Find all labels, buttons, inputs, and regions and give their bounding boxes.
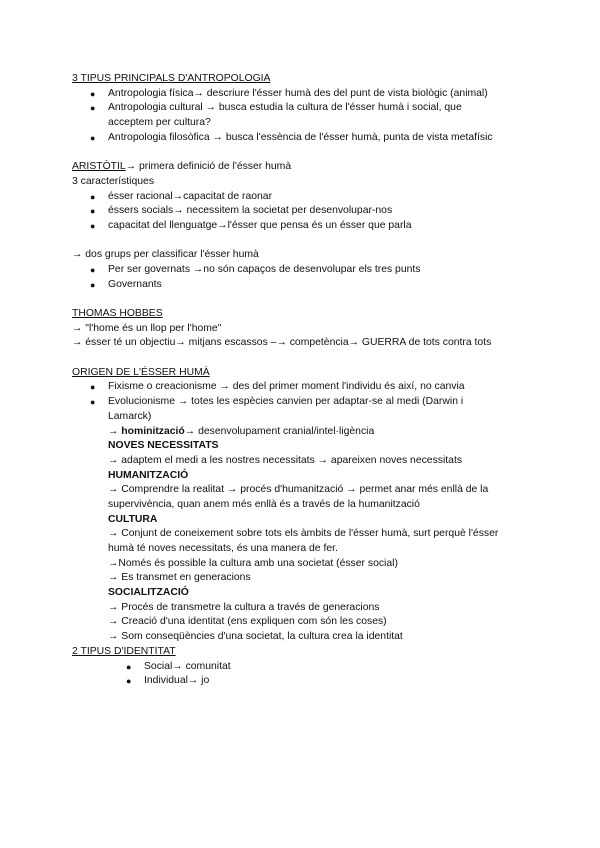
paragraph-line: supervivència, quan anem més enllà és a través de la humanització: [108, 498, 420, 510]
spacer: [72, 234, 532, 249]
bullet-icon: ●: [90, 220, 96, 231]
paragraph-line: → Procés de transmetre la cultura a través de generacions: [108, 601, 380, 613]
paragraph-line: → "l'home és un llop per l'home": [72, 322, 222, 334]
bullet-icon: ●: [90, 132, 96, 143]
list-item-text: ésser racional→capacitat de raonar: [108, 190, 273, 202]
heading-humanitzacio: HUMANITZACIÓ: [108, 469, 189, 481]
list-item-continuation: [72, 116, 532, 131]
list-item-text: Social→ comunitat: [144, 660, 231, 672]
list-item-text: Per ser governats →no són capaços de desenvolupar els tres punts: [108, 263, 421, 275]
heading-cultura: CULTURA: [108, 513, 158, 525]
spacer: [72, 351, 532, 366]
paragraph-line: →Només és possible la cultura amb una societat (ésser social): [108, 557, 398, 569]
heading-socialitzacio: SOCIALITZACIÓ: [108, 587, 189, 599]
bullet-icon: ●: [90, 88, 96, 99]
bullet-icon: ●: [90, 279, 96, 290]
list-item-text: Evolucionisme → totes les espècies canvien per adaptar-se al medi (Darwin i: [108, 396, 464, 408]
bullet-icon: ●: [90, 103, 96, 114]
bullet-icon: ●: [90, 206, 96, 217]
list-item: [72, 263, 532, 278]
list-item: [72, 101, 532, 116]
list-item: [72, 278, 532, 293]
section-title-rest: → primera definició de l'ésser humà: [125, 161, 292, 173]
paragraph-line: → dos grups per classificar l'ésser humà: [72, 249, 259, 261]
list-item: [72, 131, 532, 146]
arrow-text: →: [108, 425, 122, 437]
list-item-text: Antropologia física→ descriure l'ésser humà des del punt de vista biològic (animal): [108, 87, 488, 99]
paragraph-line: → adaptem el medi a les nostres necessitats → apareixen noves necessitats: [108, 454, 463, 466]
list-item: [72, 380, 532, 395]
list-item-text: Antropologia cultural → busca estudia la cultura de l'ésser humà i social, que: [108, 102, 462, 114]
document-content: [72, 72, 532, 689]
spacer: [72, 292, 532, 307]
list-item-text: Lamarck): [108, 410, 152, 422]
subtitle: 3 característiques: [72, 175, 155, 187]
paragraph-line: → ésser té un objectiu→ mitjans escassos –→ competència→ GUERRA de tots contra tots: [72, 337, 492, 349]
bullet-icon: ●: [126, 661, 132, 672]
list-item: [72, 190, 532, 205]
list-item: [72, 219, 532, 234]
list-item-text: acceptem per cultura?: [108, 117, 211, 129]
list-item-text: Governants: [108, 278, 162, 290]
hominitzacio-line: [72, 425, 532, 440]
section-title-aristotil: [72, 160, 532, 175]
list-item: [72, 87, 532, 102]
hominitzacio-term: hominització: [121, 425, 185, 437]
paragraph-line: humà té noves necessitats, és una manera de fer.: [108, 543, 338, 554]
paragraph-line: → Creació d'una identitat (ens expliquen com són les coses): [108, 616, 387, 628]
list-item: [72, 395, 532, 410]
list-item-text: Fixisme o creacionisme → des del primer moment l'individu és així, no canvia: [108, 381, 465, 393]
section-title-identitat: 2 TIPUS D'IDENTITAT: [72, 645, 176, 657]
section-title-antropologia: 3 TIPUS PRINCIPALS D'ANTROPOLOGIA: [72, 73, 271, 84]
heading-noves-necessitats: NOVES NECESSITATS: [108, 440, 219, 452]
spacer: [72, 145, 532, 160]
list-item-continuation: [72, 410, 532, 425]
list-item-text: capacitat del llenguatge→l'ésser que pensa és un ésser que parla: [108, 219, 412, 231]
section-title-hobbes: THOMAS HOBBES: [72, 308, 163, 319]
list-item: [72, 660, 532, 675]
bullet-icon: ●: [126, 676, 132, 687]
paragraph-line: → Comprendre la realitat → procés d'humanització → permet anar més enllà de la: [108, 484, 489, 496]
hominitzacio-rest: → desenvolupament cranial/intel·ligència: [184, 425, 375, 437]
section-title-text: ARISTÒTIL: [72, 161, 126, 173]
bullet-icon: ●: [90, 382, 96, 393]
bullet-icon: ●: [90, 264, 96, 275]
bullet-icon: ●: [90, 191, 96, 202]
list-item: [72, 674, 532, 689]
list-item: [72, 204, 532, 219]
paragraph-line: → Es transmet en generacions: [108, 572, 251, 584]
paragraph-line: → Conjunt de coneixement sobre tots els àmbits de l'ésser humà, surt perquè l'ésser: [108, 528, 499, 540]
list-item-text: éssers socials→ necessitem la societat per desenvolupar-nos: [108, 205, 393, 217]
list-item-text: Individual→ jo: [144, 675, 210, 687]
paragraph-line: → Som conseqüències d'una societat, la cultura crea la identitat: [108, 631, 403, 643]
list-item-text: Antropologia filosòfica → busca l'essència de l'ésser humà, punta de vista metafísic: [108, 131, 493, 143]
section-title-origen: ORIGEN DE L'ÉSSER HUMÀ: [72, 366, 210, 378]
bullet-icon: ●: [90, 397, 96, 408]
